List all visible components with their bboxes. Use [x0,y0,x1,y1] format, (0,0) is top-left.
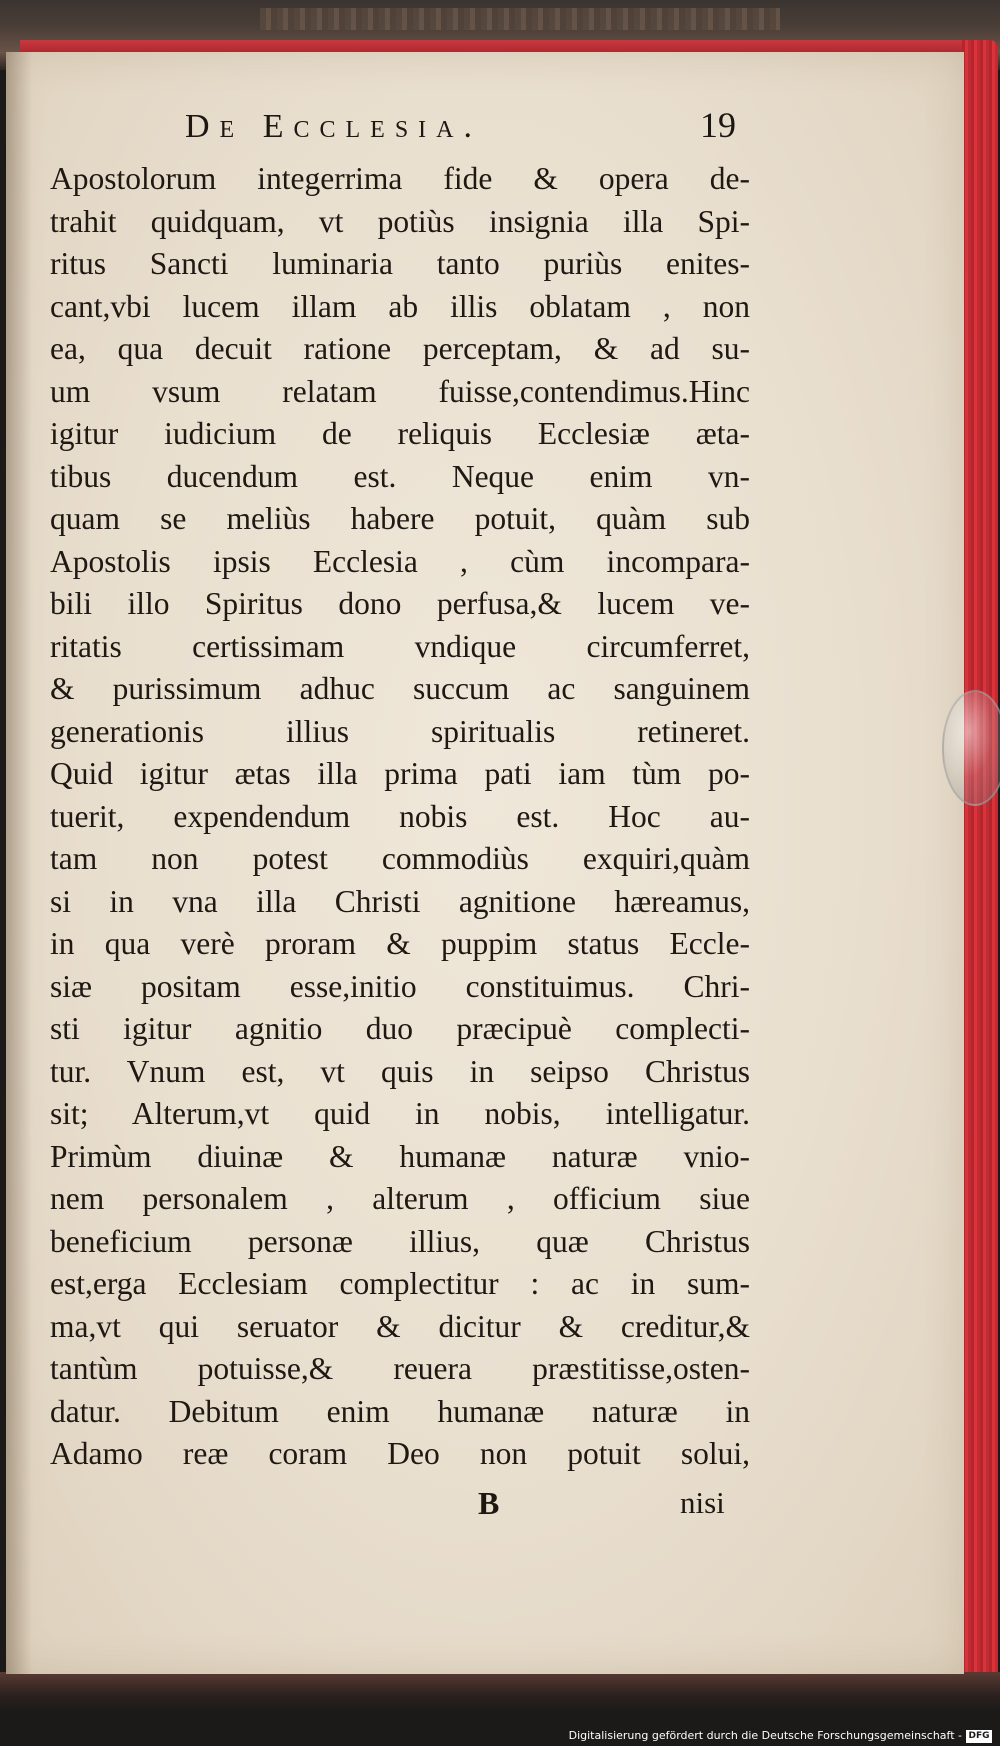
text-line: Apostolis ipsis Ecclesia , cùm incompara- [50,543,750,579]
text-line: ea, qua decuit ratione perceptam, & ad su- [50,331,750,366]
text-line: Primùm diuinæ & humanæ naturæ vnio- [50,1138,750,1174]
text-line: & purissimum adhuc succum ac sanguinem [50,671,750,706]
text-line: tam non potest commodiùs exquiri,quàm [50,841,750,876]
text-line: generationis illius spiritualis retineret. [50,713,750,749]
running-head: De Ecclesia. [185,108,482,145]
page-number: 19 [700,105,736,145]
text-line: trahit quidquam, vt potiùs insignia illa Spi- [50,203,750,239]
text-line: quam se meliùs habere potuit, quàm sub [50,501,750,536]
text-line: sti igitur agnitio duo præcipuè complecti- [50,1011,750,1046]
text-line: Adamo reæ coram Deo non potuit solui, [50,1436,750,1471]
text-line: um vsum relatam fuisse,contendimus.Hinc [50,373,750,409]
text-line: si in vna illa Christi agnitione hæreamus, [50,883,750,919]
signature-mark: B [478,1485,500,1521]
dfg-logo: DFG [966,1730,992,1743]
text-line: beneficium personæ illius, quæ Christus [50,1223,750,1259]
text-line: bili illo Spiritus dono perfusa,& lucem ve- [50,586,750,621]
text-line: tur. Vnum est, vt quis in seipso Christus [50,1053,750,1089]
text-line: nem personalem , alterum , officium siue [50,1181,750,1216]
text-line: tantùm potuisse,& reuera præstitisse,osten- [50,1351,750,1386]
text-line: sit; Alterum,vt quid in nobis, intelligatur. [50,1096,750,1131]
text-line: igitur iudicium de reliquis Ecclesiæ æta- [50,416,750,451]
gutter-shadow [6,52,32,1674]
text-line: tuerit, expendendum nobis est. Hoc au- [50,798,750,834]
text-line: ritus Sancti luminaria tanto puriùs enites- [50,246,750,281]
digitization-credit: Digitalisierung gefördert durch die Deutsche Forschungsgemeinschaft - [568,1729,962,1742]
text-line: datur. Debitum enim humanæ naturæ in [50,1393,750,1429]
page-edge-bottom [0,1672,1000,1712]
spine-decoration [260,8,780,30]
glass-paperweight [942,690,1000,806]
catchword: nisi [680,1485,725,1520]
text-line: Apostolorum integerrima fide & opera de- [50,161,750,196]
text-line: Quid igitur ætas illa prima pati iam tùm po- [50,756,750,791]
text-line: ma,vt qui seruator & dicitur & creditur,& [50,1308,750,1344]
text-line: tibus ducendum est. Neque enim vn- [50,458,750,494]
body-text [50,158,750,1476]
text-line: in qua verè proram & puppim status Eccle- [50,926,750,961]
text-line: ritatis certissimam vndique circumferret, [50,628,750,664]
text-line: est,erga Ecclesiam complectitur : ac in sum- [50,1266,750,1301]
page-edge-right [962,40,998,1690]
text-line: cant,vbi lucem illam ab illis oblatam , non [50,288,750,324]
text-line: siæ positam esse,initio constituimus. Chri- [50,968,750,1004]
